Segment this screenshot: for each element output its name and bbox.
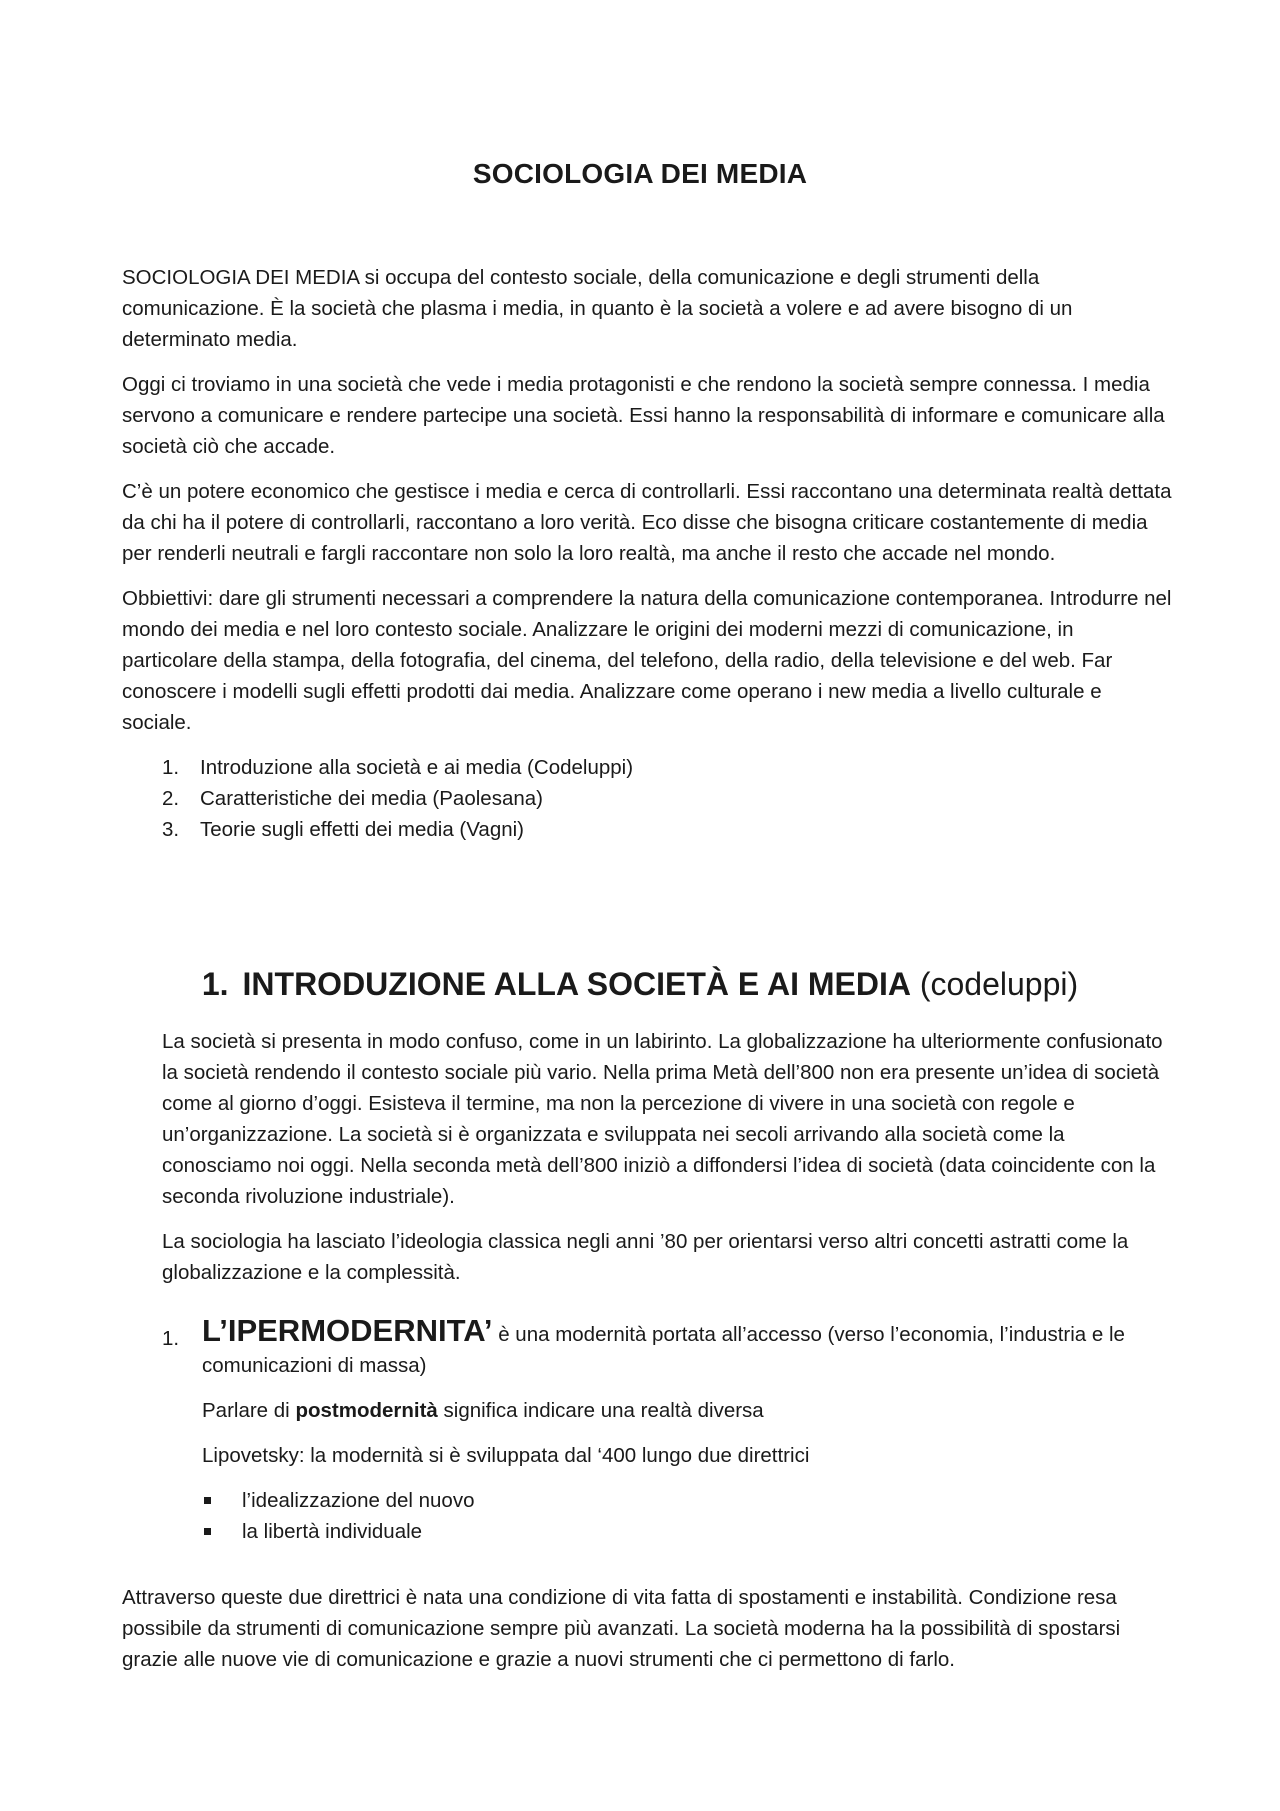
postmodernita-term: postmodernità	[295, 1399, 438, 1422]
objectives-paragraph: Obbiettivi: dare gli strumenti necessari a comprendere la natura della comunicazione contemporanea. Introdurre nel mondo dei media e nel loro contesto sociale. Analizzare le origini dei moderni mezzi di comunicazione, in particolare della stampa, della fotografia, del cinema, del telefono, della radio, della televisione e del web. Far conoscere i modelli sugli effetti prodotti dai media. Analizzare come operano i new media a livello culturale e sociale.	[122, 587, 1172, 734]
section-heading	[0, 966, 1280, 1003]
document-title: SOCIOLOGIA DEI MEDIA	[472, 158, 808, 189]
section-title: INTRODUZIONE ALLA SOCIETÀ E AI MEDIA	[242, 966, 911, 1002]
course-outline-list	[122, 752, 1172, 845]
bullet-text: la libertà individuale	[242, 1520, 423, 1543]
intro-paragraph: SOCIOLOGIA DEI MEDIA si occupa del contesto sociale, della comunicazione e degli strumenti della comunicazione. È la società che plasma i media, in quanto è la società a volere e ad avere bisogno di un determinato media.	[122, 266, 1073, 351]
outline-text: Caratteristiche dei media (Paolesana)	[200, 787, 543, 810]
postmodernita-suffix: significa indicare una realtà diversa	[437, 1399, 764, 1422]
square-bullet-icon	[204, 1528, 211, 1535]
ipermodernita-block	[162, 1315, 1172, 1547]
outline-text: Introduzione alla società e ai media (Codeluppi)	[200, 756, 634, 779]
section-paragraph: La società si presenta in modo confuso, come in un labirinto. La globalizzazione ha ulteriormente confusionato la società rendendo il contesto sociale più vario. Nella prima Metà dell’800 non era presente un’idea di società come al giorno d’oggi. Esisteva il termine, ma non la percezione di vivere in una società con regole e un’organizzazione. La società si è organizzata e sviluppata nei secoli arrivando alla società come la conosciamo noi oggi. Nella seconda metà dell’800 iniziò a diffondersi l’idea di società (data coincidente con la seconda rivoluzione industriale).	[162, 1030, 1163, 1208]
ipermodernita-definition	[162, 1315, 1172, 1381]
closing-paragraph: Attraverso queste due direttrici è nata una condizione di vita fatta di spostamenti e instabilità. Condizione resa possibile da strumenti di comunicazione sempre più avanzati. La società moderna ha la possibilità di spostarsi grazie alle nuove vie di comunicazione e grazie a nuovi strumenti che ci permettono di farlo.	[122, 1586, 1121, 1671]
section-number: 1.	[201, 966, 229, 1002]
section-paragraph: La sociologia ha lasciato l’ideologia classica negli anni ’80 per orientarsi verso altri concetti astratti come la globalizzazione e la complessità.	[162, 1230, 1129, 1284]
bullet-item	[202, 1485, 1172, 1516]
lipovetsky-line: Lipovetsky: la modernità si è sviluppata dal ‘400 lungo due direttrici	[202, 1444, 810, 1467]
section-body	[162, 1026, 1172, 1302]
outline-item	[122, 752, 1172, 783]
outline-number: 2.	[162, 787, 180, 810]
section-author: (codeluppi)	[919, 966, 1079, 1002]
direttrici-list	[202, 1485, 1172, 1547]
outline-item	[122, 814, 1172, 845]
postmodernita-prefix: Parlare di	[202, 1399, 296, 1422]
postmodernita-line	[162, 1395, 1172, 1426]
ipermodernita-text: è una modernità portata all’accesso (verso l’economia, l’industria e le comunicazioni di massa)	[202, 1323, 1125, 1377]
square-bullet-icon	[204, 1497, 211, 1504]
intro-section	[122, 262, 1172, 845]
outline-item	[122, 783, 1172, 814]
item-number: 1.	[162, 1327, 180, 1350]
closing-section	[122, 1582, 1172, 1675]
intro-paragraph: Oggi ci troviamo in una società che vede i media protagonisti e che rendono la società sempre connessa. I media servono a comunicare e rendere partecipe una società. Essi hanno la responsabilità di informare e comunicare alla società ciò che accade.	[122, 373, 1165, 458]
bullet-item	[202, 1516, 1172, 1547]
bullet-text: l’idealizzazione del nuovo	[242, 1489, 475, 1512]
outline-number: 3.	[162, 818, 180, 841]
outline-text: Teorie sugli effetti dei media (Vagni)	[200, 818, 524, 841]
outline-number: 1.	[162, 756, 180, 779]
intro-paragraph: C’è un potere economico che gestisce i media e cerca di controllarli. Essi raccontano una determinata realtà dettata da chi ha il potere di controllarli, raccontano a loro verità. Eco disse che bisogna criticare costantemente di media per renderli neutrali e fargli raccontare non solo la loro realtà, ma anche il resto che accade nel mondo.	[122, 480, 1172, 565]
ipermodernita-term: L’IPERMODERNITA’	[202, 1313, 493, 1348]
